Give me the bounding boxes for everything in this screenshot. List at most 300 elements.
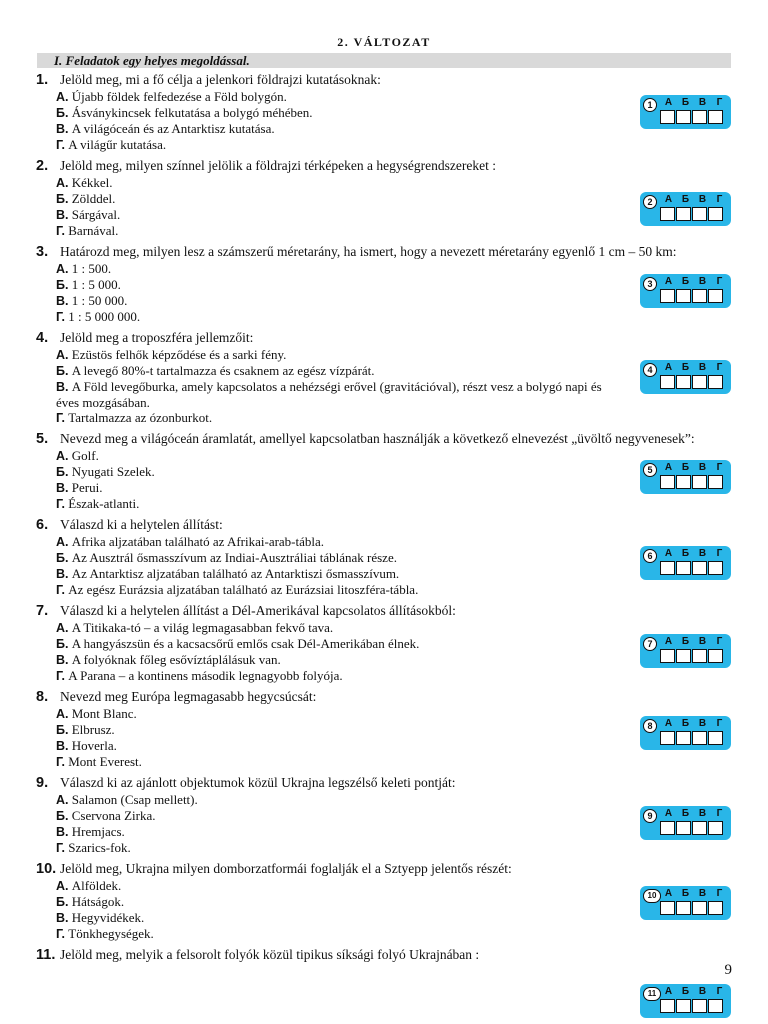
answer-option [56, 223, 736, 239]
option-letter: В. [56, 825, 69, 839]
option-letter: В. [56, 294, 69, 308]
answer-box-number: 3 [643, 277, 657, 291]
answer-option [56, 620, 736, 636]
question-2 [36, 158, 736, 239]
answer-box-letter: Г [716, 362, 723, 373]
option-letter: В. [56, 911, 69, 925]
answer-cell[interactable] [692, 561, 707, 575]
question-prompt: Jelöld meg, mi a fő célja a jelenkori földrajzi kutatásoknak: [60, 72, 381, 87]
option-letter: А. [56, 793, 69, 807]
option-letter: Б. [56, 551, 69, 565]
answer-options [56, 448, 736, 512]
answer-box-letter: А [664, 194, 673, 205]
answer-cell[interactable] [692, 289, 707, 303]
answer-box-letters [660, 462, 728, 473]
answer-box-letter: В [698, 986, 707, 997]
answer-box-letter: Б [681, 986, 690, 997]
option-letter: А. [56, 262, 69, 276]
question-text [36, 431, 736, 448]
answer-cells [660, 821, 724, 835]
option-letter: А. [56, 348, 69, 362]
question-text [36, 947, 736, 964]
question-prompt: Nevezd meg a világóceán áramlatát, amellyel kapcsolatban használják a következő elnevezést „üvöltő negyvenesek”: [60, 431, 695, 446]
question-number: 11. [36, 947, 56, 963]
question-4 [36, 330, 736, 426]
answer-cell[interactable] [660, 561, 675, 575]
answer-cell[interactable] [660, 649, 675, 663]
option-text: Cservona Zirka. [71, 808, 156, 823]
question-number: 9. [36, 775, 49, 791]
option-text: A Föld levegőburka, amely kapcsolatos a nehézségi erővel (gravitációval), részt vesz a bolygó napi és éves mozgásában. [56, 379, 602, 410]
option-text: Zölddel. [71, 191, 116, 206]
answer-option [56, 448, 736, 464]
option-text: Hremjacs. [71, 824, 125, 839]
question-number: 4. [36, 330, 49, 346]
answer-box-letter: А [664, 888, 673, 899]
question-number: 8. [36, 689, 49, 705]
answer-box-letter: Б [681, 548, 690, 559]
answer-box-number: 11 [643, 987, 661, 1001]
answer-cell[interactable] [660, 901, 675, 915]
answer-box-letters [660, 276, 728, 287]
answer-box-number: 8 [643, 719, 657, 733]
answer-box-letter: Б [681, 362, 690, 373]
answer-options [56, 89, 736, 153]
answer-cell[interactable] [708, 207, 723, 221]
answer-box-letter: Г [716, 97, 723, 108]
option-text: Perui. [71, 480, 103, 495]
option-letter: Б. [56, 465, 69, 479]
answer-options [56, 792, 736, 856]
option-text: 1 : 5 000. [71, 277, 121, 292]
option-text: Nyugati Szelek. [71, 464, 155, 479]
answer-option [56, 293, 736, 309]
answer-options [56, 534, 736, 598]
answer-cell[interactable] [676, 901, 691, 915]
option-text: Tartalmazza az ózonburkot. [68, 410, 213, 425]
answer-box-letter: А [664, 97, 673, 108]
option-letter: А. [56, 449, 69, 463]
option-letter: А. [56, 535, 69, 549]
question-5 [36, 431, 736, 512]
option-letter: А. [56, 176, 69, 190]
answer-cells [660, 375, 724, 389]
answer-cell[interactable] [660, 375, 675, 389]
option-text: Salamon (Csap mellett). [71, 792, 198, 807]
option-text: A világóceán és az Antarktisz kutatása. [71, 121, 275, 136]
question-number: 5. [36, 431, 49, 447]
option-letter: Г. [56, 138, 65, 152]
option-letter: Б. [56, 723, 69, 737]
answer-option [56, 722, 736, 738]
option-letter: Б. [56, 106, 69, 120]
option-text: Ásványkincsek felkutatása a bolygó méhében. [71, 105, 313, 120]
option-text: Elbrusz. [71, 722, 115, 737]
answer-option [56, 754, 736, 770]
answer-cell[interactable] [660, 999, 675, 1013]
answer-cell[interactable] [676, 475, 691, 489]
answer-box-letter: В [698, 97, 707, 108]
answer-option [56, 706, 736, 722]
answer-box-letter: Г [716, 636, 723, 647]
answer-cells [660, 731, 724, 745]
question-text [36, 517, 736, 534]
answer-cell[interactable] [660, 475, 675, 489]
option-text: 1 : 500. [71, 261, 112, 276]
question-number: 2. [36, 158, 49, 174]
question-text [36, 861, 736, 878]
answer-cell[interactable] [676, 731, 691, 745]
option-letter: Б. [56, 192, 69, 206]
question-prompt: Nevezd meg Európa legmagasabb hegycsúcsát: [60, 689, 317, 704]
answer-options [56, 261, 736, 325]
answer-box-letter: А [664, 548, 673, 559]
answer-box-letter: В [698, 462, 707, 473]
answer-cell[interactable] [660, 110, 675, 124]
answer-cell[interactable] [708, 110, 723, 124]
option-text: 1 : 50 000. [71, 293, 128, 308]
option-text: Újabb földek felfedezése a Föld bolygón. [71, 89, 287, 104]
answer-box-letter: А [664, 986, 673, 997]
answer-option [56, 808, 736, 824]
answer-cell[interactable] [676, 110, 691, 124]
answer-options [56, 706, 736, 770]
answer-box-8 [640, 716, 731, 750]
answer-box-letter: Б [681, 194, 690, 205]
answer-cell[interactable] [708, 999, 723, 1013]
answer-box-number: 2 [643, 195, 657, 209]
answer-option [56, 792, 736, 808]
option-letter: Г. [56, 224, 65, 238]
option-letter: Б. [56, 895, 69, 909]
answer-cell[interactable] [708, 731, 723, 745]
answer-option [56, 496, 736, 512]
answer-box-letter: Г [716, 986, 723, 997]
option-letter: А. [56, 621, 69, 635]
option-letter: Б. [56, 278, 69, 292]
answer-box-letter: Г [716, 888, 723, 899]
answer-box-number: 5 [643, 463, 657, 477]
option-text: Tönkhegységek. [68, 926, 154, 941]
answer-box-letter: Б [681, 808, 690, 819]
question-number: 7. [36, 603, 49, 619]
option-text: Ezüstös felhők képződése és a sarki fény. [71, 347, 287, 362]
option-letter: В. [56, 567, 69, 581]
answer-box-7 [640, 634, 731, 668]
answer-option [56, 878, 736, 894]
answer-box-letter: Г [716, 808, 723, 819]
answer-option [56, 121, 736, 137]
answer-box-letter: В [698, 548, 707, 559]
answer-box-6 [640, 546, 731, 580]
answer-box-letter: Б [681, 462, 690, 473]
option-text: Hoverla. [71, 738, 117, 753]
answer-option [56, 840, 736, 856]
answer-box-letter: А [664, 636, 673, 647]
answer-option [56, 566, 736, 582]
answer-cell[interactable] [692, 821, 707, 835]
option-letter: Г. [56, 583, 65, 597]
question-3 [36, 244, 736, 325]
option-text: Hegyvidékek. [71, 910, 145, 925]
answer-option [56, 668, 736, 684]
answer-box-letter: А [664, 718, 673, 729]
answer-cell[interactable] [676, 649, 691, 663]
answer-cell[interactable] [676, 821, 691, 835]
answer-box-letter: Г [716, 276, 723, 287]
answer-cell[interactable] [692, 999, 707, 1013]
option-letter: Г. [56, 411, 65, 425]
option-letter: Г. [56, 841, 65, 855]
question-text [36, 775, 736, 792]
option-letter: В. [56, 208, 69, 222]
option-letter: А. [56, 879, 69, 893]
answer-cell[interactable] [692, 731, 707, 745]
answer-cell[interactable] [692, 375, 707, 389]
option-letter: В. [56, 653, 69, 667]
answer-box-letter: А [664, 362, 673, 373]
option-text: Golf. [71, 448, 99, 463]
answer-cells [660, 289, 724, 303]
answer-box-letter: Г [716, 462, 723, 473]
option-text: A hangyászsün és a kacsacsőrű emlős csak Dél-Amerikában élnek. [71, 636, 420, 651]
answer-option [56, 261, 736, 277]
answer-options [56, 878, 736, 942]
answer-box-number: 9 [643, 809, 657, 823]
answer-cell[interactable] [692, 649, 707, 663]
answer-box-letter: А [664, 808, 673, 819]
answer-box-4 [640, 360, 731, 394]
answer-box-number: 6 [643, 549, 657, 563]
option-text: Mont Everest. [68, 754, 142, 769]
answer-option [56, 105, 736, 121]
answer-box-letter: Б [681, 718, 690, 729]
answer-box-letters [660, 97, 728, 108]
question-text [36, 244, 736, 261]
question-prompt: Jelöld meg a troposzféra jellemzőit: [60, 330, 254, 345]
answer-box-number: 7 [643, 637, 657, 651]
answer-box-letter: Б [681, 276, 690, 287]
question-prompt: Jelöld meg, melyik a felsorolt folyók közül tipikus síksági folyó Ukrajnában : [60, 947, 480, 962]
answer-box-letter: Г [716, 194, 723, 205]
answer-box-letters [660, 718, 728, 729]
question-prompt: Határozd meg, milyen lesz a számszerű méretarány, ha ismert, hogy a nevezett méretarány egyenlő 1 cm – 50 km: [60, 244, 677, 259]
answer-box-9 [640, 806, 731, 840]
answer-option [56, 824, 736, 840]
option-text: Észak-atlanti. [68, 496, 140, 511]
option-text: Alföldek. [71, 878, 122, 893]
page-header: 2. VÁLTOZAT [337, 35, 431, 49]
answer-box-5 [640, 460, 731, 494]
option-text: Az egész Eurázsia aljzatában található az Eurázsiai litoszféra-tábla. [68, 582, 419, 597]
answer-cell[interactable] [676, 561, 691, 575]
section-title: I. Feladatok egy helyes megoldással. [37, 53, 731, 68]
option-text: Hátságok. [71, 894, 125, 909]
option-letter: А. [56, 707, 69, 721]
answer-option [56, 347, 736, 363]
answer-cells [660, 649, 724, 663]
question-prompt: Válaszd ki a helytelen állítást: [60, 517, 223, 532]
option-letter: Г. [56, 927, 65, 941]
answer-box-letter: Г [716, 548, 723, 559]
option-letter: В. [56, 739, 69, 753]
page-number: 9 [724, 962, 732, 978]
question-text [36, 689, 736, 706]
answer-cell[interactable] [676, 207, 691, 221]
option-text: Az Ausztrál ősmasszívum az Indiai-Ausztráliai táblának része. [71, 550, 397, 565]
answer-box-letter: А [664, 276, 673, 287]
option-text: A folyóknak főleg esővíztáplálásuk van. [71, 652, 281, 667]
answer-option [56, 652, 736, 668]
answer-cell[interactable] [708, 901, 723, 915]
answer-cells [660, 901, 724, 915]
answer-cells [660, 999, 724, 1013]
answer-option [56, 379, 616, 410]
answer-option [56, 191, 736, 207]
answer-cell[interactable] [660, 731, 675, 745]
answer-box-letter: Б [681, 97, 690, 108]
answer-options [56, 347, 736, 426]
option-text: Barnával. [68, 223, 119, 238]
answer-cell[interactable] [692, 110, 707, 124]
question-8 [36, 689, 736, 770]
answer-box-letter: В [698, 276, 707, 287]
answer-cell[interactable] [708, 475, 723, 489]
answer-option [56, 410, 736, 426]
answer-cell[interactable] [708, 561, 723, 575]
answer-box-number: 10 [643, 889, 661, 903]
question-7 [36, 603, 736, 684]
option-letter: Б. [56, 364, 69, 378]
question-number: 1. [36, 72, 49, 88]
answer-option [56, 464, 736, 480]
option-text: Sárgával. [71, 207, 121, 222]
answer-cells [660, 207, 724, 221]
answer-cell[interactable] [676, 999, 691, 1013]
answer-cell[interactable] [708, 375, 723, 389]
question-text [36, 330, 736, 347]
question-text [36, 158, 736, 175]
option-letter: А. [56, 90, 69, 104]
answer-option [56, 582, 736, 598]
answer-option [56, 636, 736, 652]
question-6 [36, 517, 736, 598]
answer-box-letters [660, 194, 728, 205]
answer-option [56, 894, 736, 910]
question-prompt: Válaszd ki az ajánlott objektumok közül Ukrajna legszélső keleti pontját: [60, 775, 456, 790]
question-1 [36, 72, 736, 153]
answer-cell[interactable] [692, 207, 707, 221]
option-letter: Б. [56, 809, 69, 823]
option-letter: Б. [56, 637, 69, 651]
answer-cells [660, 561, 724, 575]
option-letter: Г. [56, 497, 65, 511]
answer-cells [660, 475, 724, 489]
answer-box-1 [640, 95, 731, 129]
question-10 [36, 861, 736, 942]
answer-box-letters [660, 636, 728, 647]
answer-option [56, 309, 736, 325]
answer-cell[interactable] [660, 289, 675, 303]
option-text: Mont Blanc. [71, 706, 137, 721]
answer-option [56, 480, 736, 496]
answer-cell[interactable] [660, 207, 675, 221]
answer-box-letter: В [698, 718, 707, 729]
answer-box-letter: Б [681, 636, 690, 647]
option-text: A Parana – a kontinens második legnagyobb folyója. [68, 668, 343, 683]
option-text: Kékkel. [71, 175, 113, 190]
answer-box-letter: В [698, 888, 707, 899]
question-prompt: Válaszd ki a helytelen állítást a Dél-Amerikával kapcsolatos állításokból: [60, 603, 456, 618]
answer-option [56, 363, 736, 379]
answer-cell[interactable] [692, 901, 707, 915]
answer-box-11 [640, 984, 731, 1018]
question-prompt: Jelöld meg, milyen színnel jelölik a földrajzi térképeken a hegységrendszereket : [60, 158, 496, 173]
option-text: A levegő 80%-t tartalmazza és csaknem az egész vízpárát. [71, 363, 375, 378]
option-letter: В. [56, 122, 69, 136]
question-number: 6. [36, 517, 49, 533]
answer-box-letters [660, 362, 728, 373]
question-prompt: Jelöld meg, Ukrajna milyen domborzatformái foglalják el a Sztyepp jelentős részét: [60, 861, 512, 876]
option-text: Szarics-fok. [68, 840, 131, 855]
option-text: Afrika aljzatában található az Afrikai-arab-tábla. [71, 534, 325, 549]
answer-option [56, 207, 736, 223]
answer-cells [660, 110, 724, 124]
answer-option [56, 550, 736, 566]
answer-box-letter: В [698, 636, 707, 647]
answer-box-letters [660, 548, 728, 559]
option-text: Az Antarktisz aljzatában található az Antarktiszi ősmasszívum. [71, 566, 400, 581]
answer-cell[interactable] [676, 289, 691, 303]
answer-option [56, 926, 736, 942]
answer-option [56, 534, 736, 550]
answer-box-letter: В [698, 194, 707, 205]
answer-box-number: 4 [643, 363, 657, 377]
answer-options [56, 620, 736, 684]
answer-box-3 [640, 274, 731, 308]
answer-cell[interactable] [708, 821, 723, 835]
answer-cell[interactable] [660, 821, 675, 835]
answer-box-letters [660, 808, 728, 819]
question-text [36, 603, 736, 620]
answer-box-letters [660, 888, 728, 899]
option-text: A Titikaka-tó – a világ legmagasabban fekvő tava. [71, 620, 334, 635]
option-letter: Г. [56, 755, 65, 769]
answer-cell[interactable] [708, 649, 723, 663]
answer-cell[interactable] [676, 375, 691, 389]
answer-option [56, 89, 736, 105]
question-text [36, 72, 736, 89]
answer-cell[interactable] [708, 289, 723, 303]
answer-option [56, 277, 736, 293]
answer-cell[interactable] [692, 475, 707, 489]
answer-box-letter: Б [681, 888, 690, 899]
question-number: 10. [36, 861, 57, 877]
option-text: A világűr kutatása. [68, 137, 167, 152]
answer-option [56, 910, 736, 926]
option-letter: В. [56, 481, 69, 495]
answer-option [56, 175, 736, 191]
answer-option [56, 738, 736, 754]
question-number: 3. [36, 244, 49, 260]
answer-options [56, 175, 736, 239]
answer-box-letter: Г [716, 718, 723, 729]
answer-box-letters [660, 986, 728, 997]
option-text: 1 : 5 000 000. [68, 309, 141, 324]
answer-box-10 [640, 886, 731, 920]
option-letter: В. [56, 380, 69, 394]
answer-box-letter: А [664, 462, 673, 473]
